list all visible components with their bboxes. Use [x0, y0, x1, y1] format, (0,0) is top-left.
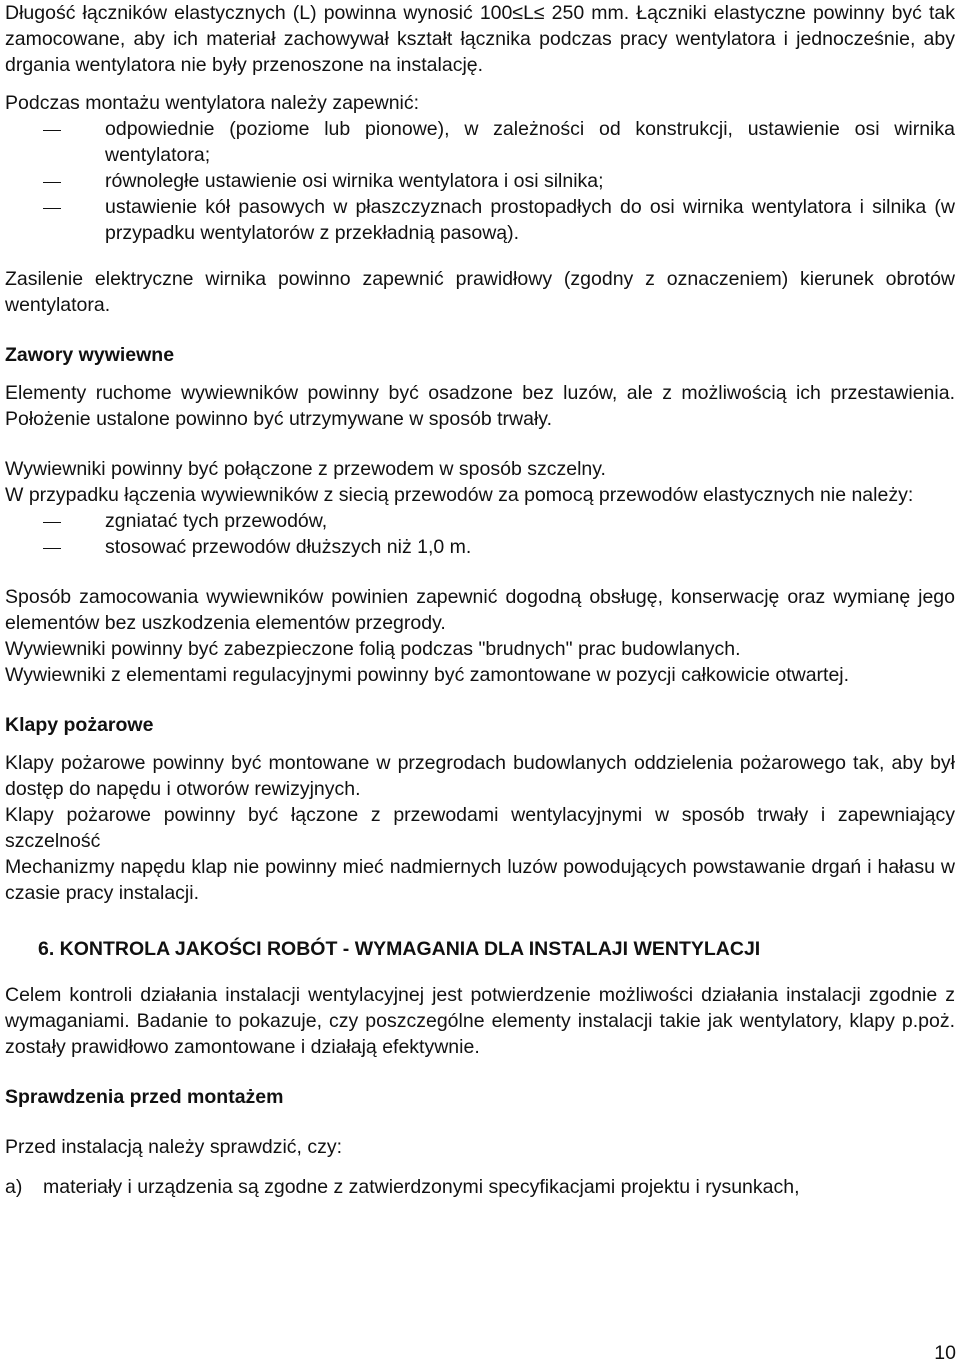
paragraph-przed-instalacja: Przed instalacją należy sprawdzić, czy:	[5, 1136, 343, 1158]
heading-sprawdzenia-przed-montazem: Sprawdzenia przed montażem	[5, 1086, 284, 1108]
paragraph-elementy-ruchome: Elementy ruchome wywiewników powinny być osadzone bez luzów, ale z możliwością ich przestawienia. Położenie ustalone powinno być utrzymywane w sposób trwały.	[5, 382, 955, 430]
paragraph-wywiewniki-szczelne: Wywiewniki powinny być połączone z przewodem w sposób szczelny.	[5, 458, 606, 480]
list-item: ustawienie kół pasowych w płaszczyznach prostopadłych do osi wirnika wentylatora i silnika (w przypadku wentylatorów z przekładnią pasową).	[5, 194, 955, 246]
paragraph-montaz-intro: Podczas montażu wentylatora należy zapewnić:	[5, 92, 420, 114]
paragraph-cel-kontroli: Celem kontroli działania instalacji wentylacyjnej jest potwierdzenie możliwości działania instalacji zgodnie z wymaganiami. Badanie to pokazuje, czy poszczególne elementy instalacji takie jak wentylatory, klapy p.poż. zostały prawidłowo zamontowane i działają efektywnie.	[5, 984, 955, 1058]
document-page	[5, 0, 955, 1200]
paragraph-klapy-laczone: Klapy pożarowe powinny być łączone z przewodami wentylacyjnymi w sposób trwały i zapewniający szczelność	[5, 804, 955, 852]
page-number: 10	[934, 1342, 956, 1364]
paragraph-zasilenie: Zasilenie elektryczne wirnika powinno zapewnić prawidłowy (zgodny z oznaczeniem) kierunek obrotów wentylatora.	[5, 268, 955, 316]
list-item-text: materiały i urządzenia są zgodne z zatwierdzonymi specyfikacjami projektu i rysunkach,	[43, 1176, 800, 1198]
list-item-a	[5, 1174, 955, 1200]
paragraph-klapy-montowane: Klapy pożarowe powinny być montowane w przegrodach budowlanych oddzielenia pożarowego tak, aby był dostęp do napędu i otworów rewizyjnych.	[5, 752, 955, 800]
list-item: zgniatać tych przewodów,	[5, 508, 955, 534]
list-item: odpowiednie (poziome lub pionowe), w zależności od konstrukcji, ustawienie osi wirnika wentylatora;	[5, 116, 955, 168]
paragraph-mechanizmy-napedu: Mechanizmy napędu klap nie powinny mieć nadmiernych luzów powodujących powstawanie drgań i hałasu w czasie pracy instalacji.	[5, 856, 955, 904]
paragraph-laczenie-wywiewnikow: W przypadku łączenia wywiewników z siecią przewodów za pomocą przewodów elastycznych nie należy:	[5, 484, 914, 506]
paragraph-sposob-zamocowania: Sposób zamocowania wywiewników powinien zapewnić dogodną obsługę, konserwację oraz wymianę jego elementów bez uszkodzenia elementów przegrody.	[5, 586, 955, 634]
list-nie-nalezy	[5, 508, 955, 560]
list-item: równoległe ustawienie osi wirnika wentylatora i osi silnika;	[5, 168, 955, 194]
paragraph-zabezpieczone-folia: Wywiewniki powinny być zabezpieczone folią podczas "brudnych" prac budowlanych.	[5, 638, 741, 660]
list-item-marker: a)	[5, 1176, 23, 1198]
list-item: stosować przewodów dłuższych niż 1,0 m.	[5, 534, 955, 560]
heading-zawory-wywiewne: Zawory wywiewne	[5, 344, 175, 366]
paragraph-elementy-regulacyjne: Wywiewniki z elementami regulacyjnymi powinny być zamontowane w pozycji całkowicie otwartej.	[5, 664, 850, 686]
list-montaz-requirements	[5, 116, 955, 246]
section-title-kontrola-jakosci: 6. KONTROLA JAKOŚCI ROBÓT - WYMAGANIA DLA INSTALAJI WENTYLACJI	[38, 938, 761, 960]
paragraph-lacznik-length: Długość łączników elastycznych (L) powinna wynosić 100≤L≤ 250 mm. Łączniki elastyczne powinny być tak zamocowane, aby ich materiał zachowywał kształt łącznika podczas pracy wentylatora i jednocześnie, aby drgania wentylatora nie były przenoszone na instalację.	[5, 2, 955, 76]
heading-klapy-pozarowe: Klapy pożarowe	[5, 714, 154, 736]
